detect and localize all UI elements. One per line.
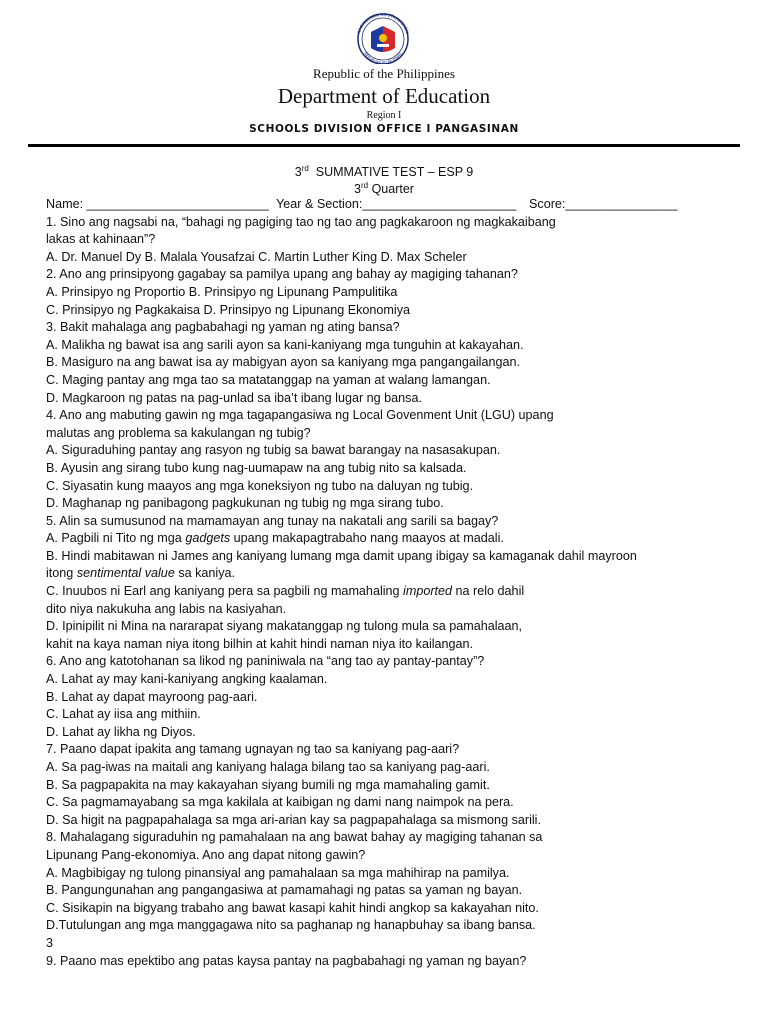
question-line: B. Masiguro na ang bawat isa ay mabigyan ayon sa kaniyang mga pangangailangan. <box>46 355 520 370</box>
q5-option-b-cont <box>46 565 746 583</box>
question-line: kahit na kaya naman niya itong bilhin at kahit hindi naman niya ito kailangan. <box>46 636 474 651</box>
question-line: C. Prinsipyo ng Pagkakaisa D. Prinsipyo ng Lipunang Ekonomiya <box>46 302 411 317</box>
student-info-row <box>46 196 746 214</box>
question-line: C. Sisikapin na bigyang trabaho ang bawat kasapi kahit hindi angkop sa kakayahan nito. <box>46 900 539 915</box>
question-line: C. Sa pagmamayabang sa mga kakilala at kaibigan ng dami nang naimpok na pera. <box>46 795 514 810</box>
question-line: malutas ang problema sa kakulangan ng tubig? <box>46 425 311 440</box>
deped-seal-icon <box>347 12 419 64</box>
q5a-text: A. Pagbili ni Tito ng mga <box>46 531 186 546</box>
test-ordinal: 3 <box>294 165 302 180</box>
question-line: D. Magkaroon ng patas na pag-unlad sa iba’t ibang lugar ng bansa. <box>46 390 422 405</box>
question-line: 9. Paano mas epektibo ang patas kaysa pantay na pagbabahagi ng yaman ng bayan? <box>46 953 527 968</box>
question-line: D. Lahat ay likha ng Diyos. <box>46 724 196 739</box>
q5b2-text: itong <box>46 566 77 581</box>
question-line: B. Ayusin ang sirang tubo kung nag-uumapaw na ang tubig nito sa kalsada. <box>46 460 467 475</box>
question-line: A. Malikha ng bawat isa ang sarili ayon sa kani-kaniyang mga tunguhin at kakayahan. <box>46 337 524 352</box>
quarter-number: 3 <box>354 182 361 197</box>
seal-text-top: KAGAWARAN NG EDUKASYON <box>356 12 410 34</box>
header-divider <box>28 144 740 147</box>
question-line: A. Dr. Manuel Dy B. Malala Yousafzai C. Martin Luther King D. Max Scheler <box>46 249 467 264</box>
question-line: 4. Ano ang mabuting gawin ng mga tagapangasiwa ng Local Govenment Unit (LGU) upang <box>46 408 554 423</box>
score-field[interactable]: Score:________________ <box>529 197 678 211</box>
q5a-emphasis: gadgets <box>185 531 231 546</box>
question-line: D.Tutulungan ang mga manggagawa nito sa paghanap ng hanapbuhay sa ibang bansa. <box>46 918 536 933</box>
question-line: C. Lahat ay iisa ang mithiin. <box>46 707 201 722</box>
question-line: 6. Ano ang katotohanan sa likod ng paniniwala na “ang tao ay pantay-pantay”? <box>46 654 485 669</box>
q5b2-text-end: sa kaniya. <box>174 566 236 581</box>
test-body <box>46 196 746 970</box>
question-line: C. Siyasatin kung maayos ang mga koneksiyon ng tubo na daluyan ng tubig. <box>46 478 474 493</box>
question-line: C. Maging pantay ang mga tao sa matatanggap na yaman at walang lamangan. <box>46 372 491 387</box>
question-line: 5. Alin sa sumusunod na mamamayan ang tunay na nakatali ang sarili sa bagay? <box>46 513 499 528</box>
test-ordinal-suffix: rd <box>301 164 309 173</box>
question-line: B. Pangungunahan ang pangangasiwa at pamamahagi ng patas sa yaman ng bayan. <box>46 883 523 898</box>
division-line: SCHOOLS DIVISION OFFICE I PANGASINAN <box>249 123 519 135</box>
questions-1-to-5 <box>46 214 746 531</box>
question-line: lakas at kahinaan”? <box>46 232 156 247</box>
quarter-suffix: rd <box>360 181 369 190</box>
questions-5-to-9 <box>46 601 746 970</box>
name-field[interactable]: Name: __________________________ <box>46 197 269 211</box>
q5-option-c <box>46 583 746 601</box>
question-line: B. Sa pagpapakita na may kakayahan siyang bumili ng mga mamahaling gamit. <box>46 777 490 792</box>
department-title: Department of Education <box>277 84 491 108</box>
seal-text-bottom: REPUBLIKA NG PILIPINAS <box>363 51 403 64</box>
test-title <box>0 164 768 179</box>
question-line: dito niya nakukuha ang labis na kasiyahan. <box>46 601 287 616</box>
question-line: D. Sa higit na pagpapahalaga sa mga ari-arian kay sa pagpapahalaga sa mismong sarili. <box>46 812 541 827</box>
question-line: B. Lahat ay dapat mayroong pag-aari. <box>46 689 258 704</box>
q5-option-b: B. Hindi mabitawan ni James ang kaniyang lumang mga damit upang ibigay sa kamaganak dahil mayroon <box>46 548 637 563</box>
question-line: 8. Mahalagang siguraduhin ng pamahalaan na ang bawat bahay ay magiging tahanan sa <box>46 830 543 845</box>
q5b2-emphasis: sentimental value <box>76 566 175 581</box>
republic-line: Republic of the Philippines <box>313 66 455 81</box>
quarter-text: Quarter <box>371 182 414 197</box>
question-line: 2. Ano ang prinsipyong gagabay sa pamilya upang ang bahay ay magiging tahanan? <box>46 267 518 282</box>
question-line: A. Lahat ay may kani-kaniyang angking kaalaman. <box>46 672 328 687</box>
q5a-text-end: upang makapagtrabaho nang maayos at madali. <box>230 531 504 546</box>
quarter-line <box>0 181 768 196</box>
year-section-field[interactable]: Year & Section:______________________ <box>276 197 517 211</box>
question-line: D. Ipinipilit ni Mina na nararapat siyang makatanggap ng tulong mula sa pamahalaan, <box>46 619 523 634</box>
q5c-text: C. Inuubos ni Earl ang kaniyang pera sa pagbili ng mamahaling <box>46 584 404 599</box>
q5c-text-end: na relo dahil <box>452 584 525 599</box>
question-line: Lipunang Pang-ekonomiya. Ano ang dapat nitong gawin? <box>46 847 366 862</box>
q5c-emphasis: imported <box>403 584 453 599</box>
question-line: D. Maghanap ng panibagong pagkukunan ng tubig ng mga sirang tubo. <box>46 496 444 511</box>
question-line: 3 <box>46 935 54 950</box>
region-line: Region I <box>366 110 402 121</box>
question-line: A. Magbibigay ng tulong pinansiyal ang pamahalaan sa mga mahihirap na pamilya. <box>46 865 510 880</box>
question-line: A. Siguraduhing pantay ang rasyon ng tubig sa bawat barangay na nasasakupan. <box>46 443 501 458</box>
question-line: 3. Bakit mahalaga ang pagbabahagi ng yaman ng ating bansa? <box>46 320 400 335</box>
test-title-text: SUMMATIVE TEST – ESP 9 <box>315 165 474 180</box>
question-line: A. Sa pag-iwas na maitali ang kaniyang halaga bilang tao sa kaniyang pag-aari. <box>46 760 490 774</box>
q5-option-a <box>46 530 746 548</box>
question-line: 7. Paano dapat ipakita ang tamang ugnayan ng tao sa kaniyang pag-aari? <box>46 742 460 757</box>
question-line: A. Prinsipyo ng Proportio B. Prinsipyo ng Lipunang Pampulitika <box>46 284 398 299</box>
question-line: 1. Sino ang nagsabi na, “bahagi ng pagiging tao ng tao ang pagkakaroon ng magkakaibang <box>46 214 556 229</box>
